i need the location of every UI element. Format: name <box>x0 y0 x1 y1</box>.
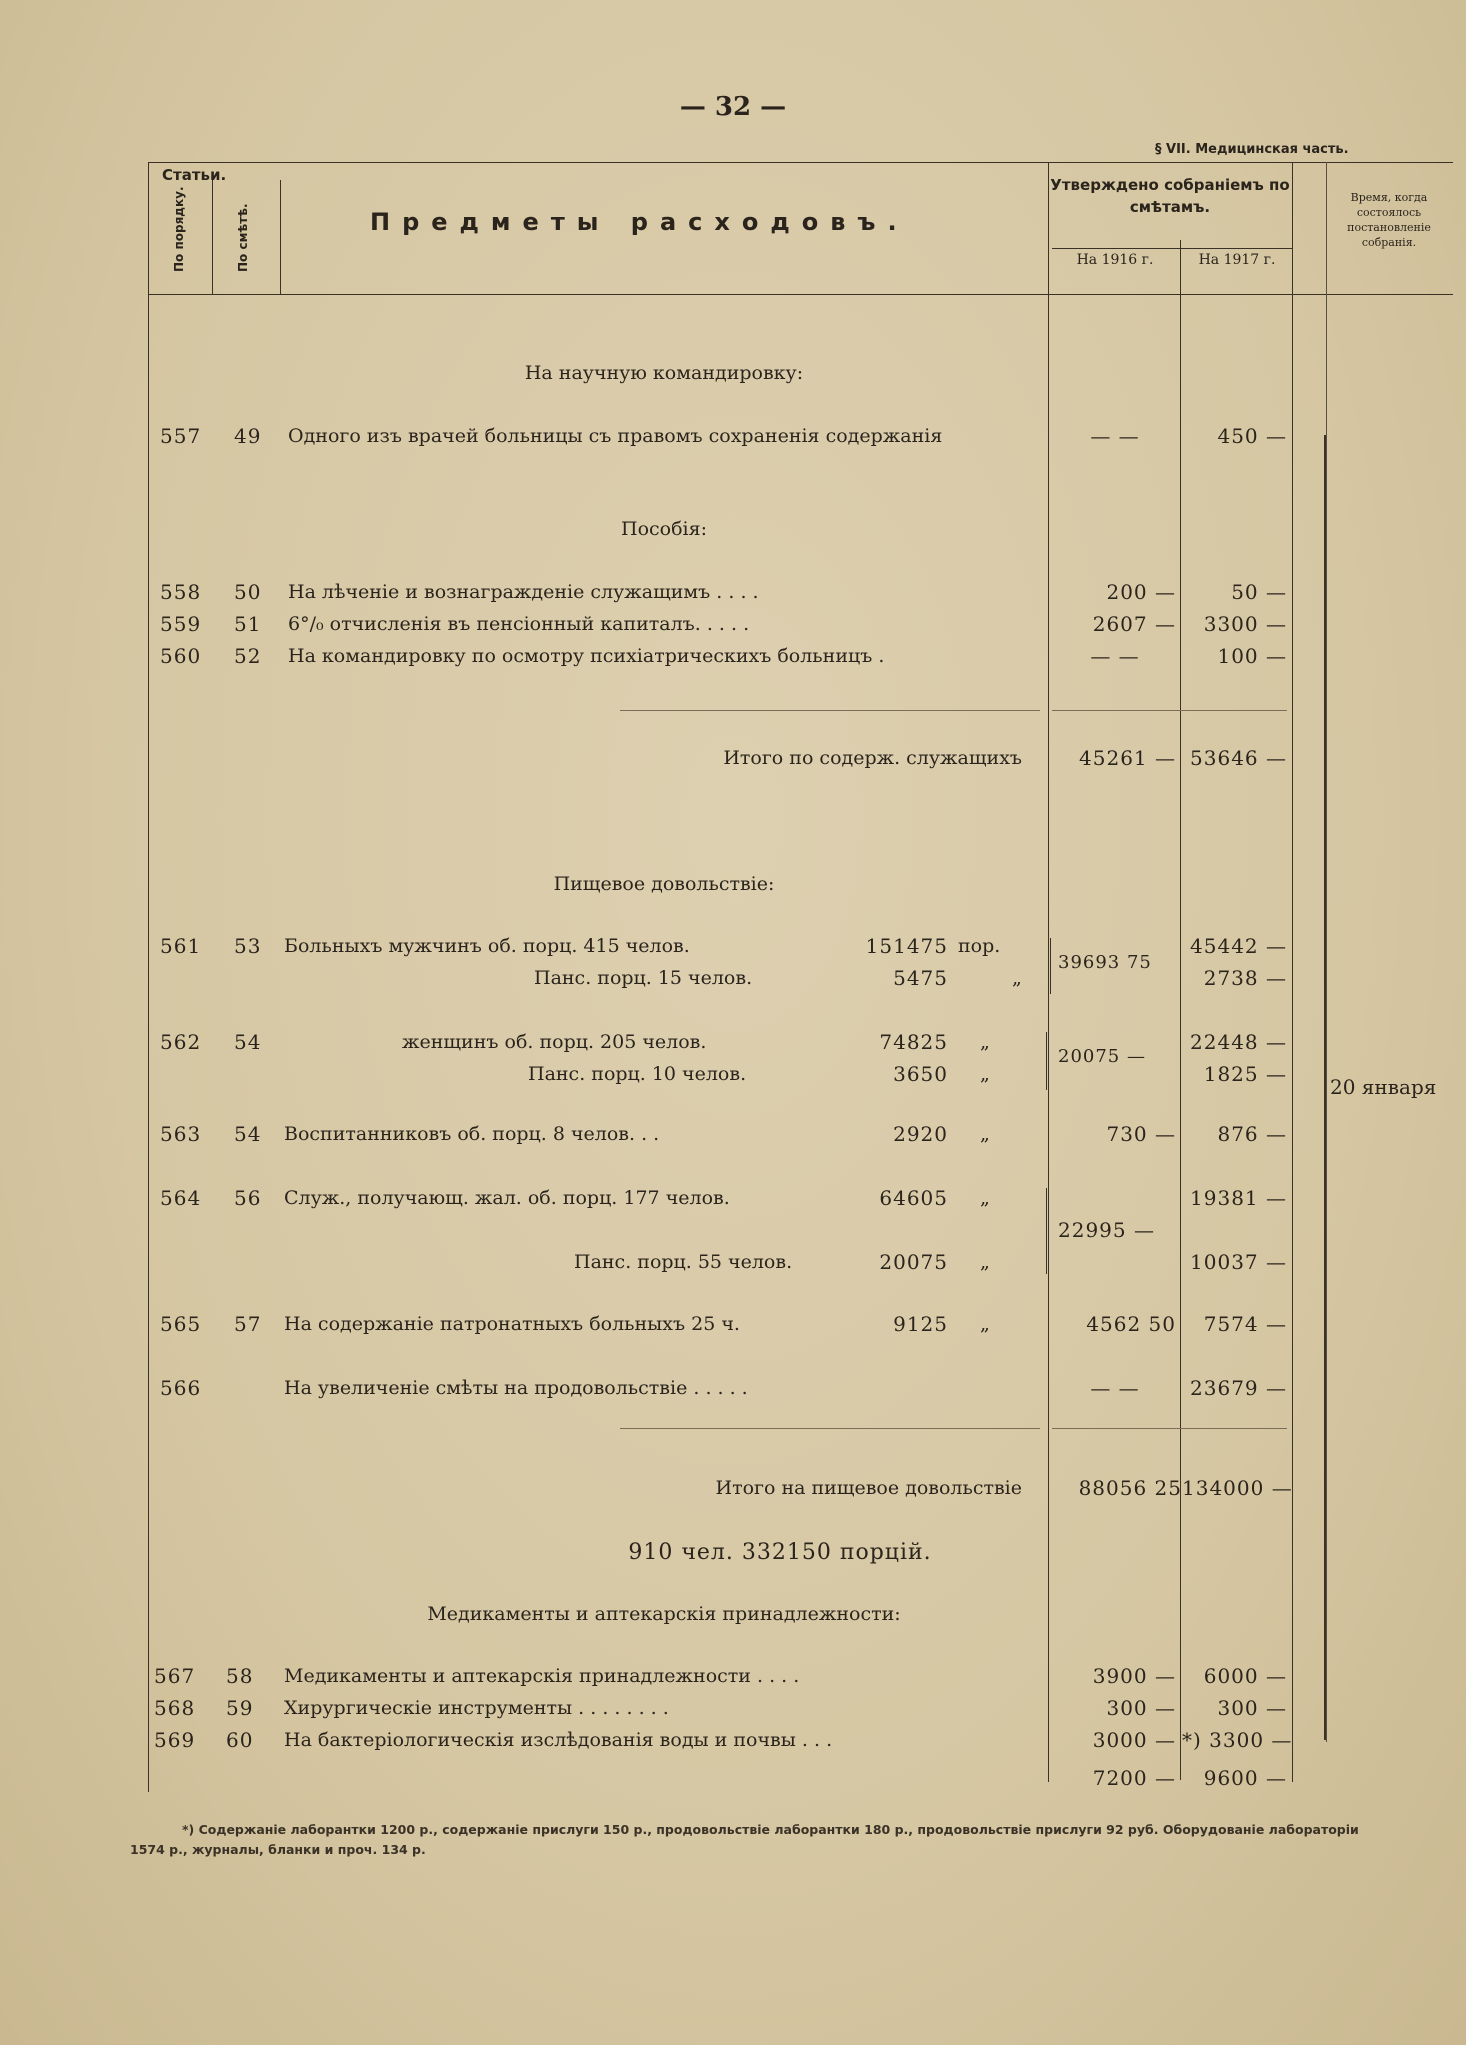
row-560-text: На командировку по осмотру психіатрическихъ больницъ . <box>288 645 885 667</box>
row-559-text: 6°/₀ отчисленія въ пенсіонный капиталъ. . . . . <box>288 613 750 635</box>
row-568-article: 59 <box>226 1696 254 1720</box>
col-divider-1 <box>212 180 213 294</box>
row-564-1917: 19381 — <box>1190 1186 1287 1210</box>
articles-header: Статьи. <box>162 166 227 184</box>
row-563-portions: 2920 <box>893 1122 948 1146</box>
by-estimate-header: По смѣтѣ. <box>236 203 250 272</box>
row-562b-text: Панс. порц. 10 челов. <box>528 1063 747 1085</box>
row-567-text: Медикаменты и аптекарскія принадлежности . . . . <box>284 1665 800 1687</box>
row-562b-1917: 1825 — <box>1203 1062 1287 1086</box>
row-561b-portions: 5475 <box>893 966 948 990</box>
row-566-1917: 23679 — <box>1190 1376 1287 1400</box>
row-564-1916: 22995 — <box>1058 1218 1155 1242</box>
total-meds-1917: 9600 — <box>1203 1766 1287 1790</box>
date-note: 20 января <box>1330 1075 1437 1099</box>
row-567-article: 58 <box>226 1664 254 1688</box>
approved-header: Утверждено собраніемъ по смѣтамъ. <box>1050 176 1290 216</box>
section-trip: На научную командировку: <box>524 362 804 384</box>
row-560-number: 560 <box>160 644 202 668</box>
row-565-1916: 4562 50 <box>1086 1312 1176 1336</box>
row-557-1916: — — <box>1090 424 1140 448</box>
subtotal-rule-amounts <box>1052 710 1287 711</box>
row-561-1917: 45442 — <box>1190 934 1287 958</box>
row-562-brace <box>1046 1032 1047 1090</box>
total-meds-1916: 7200 — <box>1092 1766 1176 1790</box>
row-559-1917: 3300 — <box>1203 612 1287 636</box>
row-564-text: Служ., получающ. жал. об. порц. 177 челов. <box>284 1187 730 1209</box>
row-564-unit: „ <box>980 1187 990 1209</box>
row-569-1916: 3000 — <box>1092 1728 1176 1752</box>
row-568-text: Хирургическіе инструменты . . . . . . . . <box>284 1697 669 1719</box>
row-565-text: На содержаніе патронатныхъ больныхъ 25 ч. <box>284 1313 740 1335</box>
col-divider-2 <box>280 180 281 294</box>
table-top-rule <box>148 162 1453 163</box>
row-567-1916: 3900 — <box>1092 1664 1176 1688</box>
row-566-number: 566 <box>160 1376 202 1400</box>
row-558-text: На лѣченіе и вознагражденіе служащимъ . . . . <box>288 581 759 603</box>
portions-total: 910 чел. 332150 порцій. <box>628 1540 932 1565</box>
row-559-number: 559 <box>160 612 202 636</box>
header-bottom-rule <box>148 294 1453 295</box>
row-562-1916: 20075 — <box>1058 1046 1146 1067</box>
row-564b-text: Панс. порц. 55 челов. <box>574 1251 793 1273</box>
total-food-1917: 134000 — <box>1182 1476 1293 1500</box>
row-562-article: 54 <box>234 1030 262 1054</box>
row-561b-text: Панс. порц. 15 челов. <box>534 967 753 989</box>
row-565-1917: 7574 — <box>1203 1312 1287 1336</box>
row-561-brace <box>1050 938 1051 994</box>
row-566-text: На увеличеніе смѣты на продовольствіе . . . . . <box>284 1377 748 1399</box>
years-rule <box>1052 248 1292 249</box>
row-560-1916: — — <box>1090 644 1140 668</box>
row-557-text: Одного изъ врачей больницы съ правомъ сохраненія содержанія <box>288 425 943 447</box>
total-staff-1916: 45261 — <box>1079 746 1176 770</box>
row-564b-portions: 20075 <box>879 1250 948 1274</box>
food-subtotal-rule-amounts <box>1052 1428 1287 1429</box>
row-568-1916: 300 — <box>1106 1696 1176 1720</box>
row-569-article: 60 <box>226 1728 254 1752</box>
row-561-unit: пор. <box>958 935 1001 957</box>
row-558-article: 50 <box>234 580 262 604</box>
section-title: § VII. Медицинская часть. <box>1155 142 1349 157</box>
left-border <box>148 162 149 1792</box>
footnote: *) Содержаніе лаборантки 1200 р., содержаніе прислуги 150 р., продовольствіе лаборантки 180 р., продовольствіе прислуги 92 руб. Оборудованіе лабораторіи 1574 р., журналы, бланки и проч. 134 р. <box>130 1822 1359 1857</box>
row-561-number: 561 <box>160 934 202 958</box>
row-563-1916: 730 — <box>1106 1122 1176 1146</box>
row-561-text: Больныхъ мужчинъ об. порц. 415 челов. <box>284 935 690 957</box>
row-565-unit: „ <box>980 1313 990 1335</box>
col-divider-amounts <box>1048 162 1049 1782</box>
row-566-1916: — — <box>1090 1376 1140 1400</box>
row-559-1916: 2607 — <box>1092 612 1176 636</box>
year-1916-header: На 1916 г. <box>1076 252 1154 268</box>
food-subtotal-rule <box>620 1428 1040 1429</box>
row-569-text: На бактеріологическія изслѣдованія воды и почвы . . . <box>284 1729 833 1751</box>
row-561-article: 53 <box>234 934 262 958</box>
row-564-portions: 64605 <box>879 1186 948 1210</box>
row-567-1917: 6000 — <box>1203 1664 1287 1688</box>
row-564-number: 564 <box>160 1186 202 1210</box>
subtotal-rule <box>620 710 1040 711</box>
row-563-1917: 876 — <box>1217 1122 1287 1146</box>
col-divider-date <box>1326 162 1327 1742</box>
row-565-article: 57 <box>234 1312 262 1336</box>
row-557-number: 557 <box>160 424 202 448</box>
total-staff-label: Итого по содерж. служащихъ <box>723 747 1022 769</box>
time-header: Время, когда состоялось постановленіе собранія. <box>1347 191 1431 249</box>
row-565-portions: 9125 <box>893 1312 948 1336</box>
date-bracket <box>1324 435 1326 1740</box>
total-staff-1917: 53646 — <box>1190 746 1287 770</box>
row-560-1917: 100 — <box>1217 644 1287 668</box>
row-562b-portions: 3650 <box>893 1062 948 1086</box>
col-divider-time <box>1292 162 1293 1782</box>
row-567-number: 567 <box>154 1664 196 1688</box>
total-food-1916: 88056 25 <box>1078 1476 1182 1500</box>
row-569-1917: *) 3300 — <box>1182 1728 1293 1752</box>
row-568-number: 568 <box>154 1696 196 1720</box>
page-number: — 32 — <box>679 92 787 122</box>
row-560-article: 52 <box>234 644 262 668</box>
row-562-unit: „ <box>980 1031 990 1053</box>
subject-header: Предметы расходовъ. <box>370 208 909 236</box>
row-563-text: Воспитанниковъ об. порц. 8 челов. . . <box>284 1123 660 1145</box>
section-meds: Медикаменты и аптекарскія принадлежности: <box>427 1603 901 1625</box>
row-562-portions: 74825 <box>879 1030 948 1054</box>
total-food-label: Итого на пищевое довольствіе <box>715 1477 1022 1499</box>
section-food: Пищевое довольствіе: <box>553 873 775 895</box>
row-558-1916: 200 — <box>1106 580 1176 604</box>
row-561b-unit: „ <box>1012 967 1022 989</box>
row-563-unit: „ <box>980 1123 990 1145</box>
row-559-article: 51 <box>234 612 262 636</box>
row-562-number: 562 <box>160 1030 202 1054</box>
section-benefits: Пособія: <box>621 518 707 540</box>
row-558-number: 558 <box>160 580 202 604</box>
row-557-article: 49 <box>234 424 262 448</box>
row-564-brace <box>1046 1188 1047 1274</box>
row-564b-1917: 10037 — <box>1190 1250 1287 1274</box>
row-565-number: 565 <box>160 1312 202 1336</box>
row-569-number: 569 <box>154 1728 196 1752</box>
row-561-portions: 151475 <box>865 934 948 958</box>
row-558-1917: 50 — <box>1231 580 1287 604</box>
year-1917-header: На 1917 г. <box>1198 252 1276 268</box>
row-568-1917: 300 — <box>1217 1696 1287 1720</box>
row-563-number: 563 <box>160 1122 202 1146</box>
row-563-article: 54 <box>234 1122 262 1146</box>
row-561-1916: 39693 75 <box>1058 952 1152 973</box>
row-564b-unit: „ <box>980 1251 990 1273</box>
by-order-header: По порядку. <box>172 186 186 272</box>
row-561b-1917: 2738 — <box>1203 966 1287 990</box>
row-562-1917: 22448 — <box>1190 1030 1287 1054</box>
row-557-1917: 450 — <box>1217 424 1287 448</box>
row-562-text: женщинъ об. порц. 205 челов. <box>402 1031 707 1053</box>
row-562b-unit: „ <box>980 1063 990 1085</box>
row-564-article: 56 <box>234 1186 262 1210</box>
